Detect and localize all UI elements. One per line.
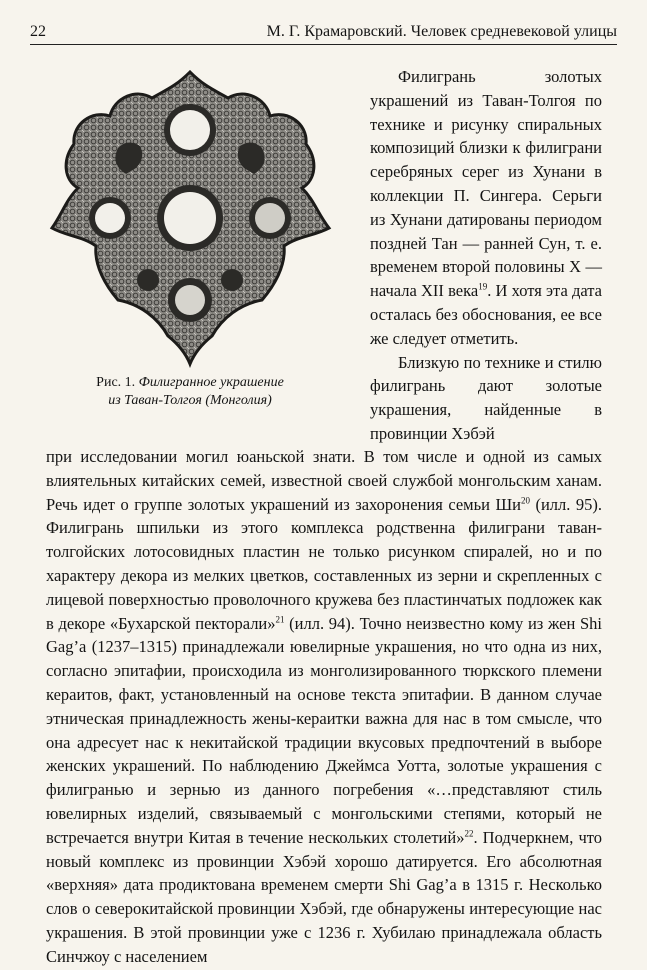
figure-caption [40,374,340,410]
paragraph-text: Филигрань золотых украшений из Таван-Толгоя по технике и рисунку спиральных композиций близки к филиграни серебряных серег из Хунани в коллекции П. Сингера. Серьги из Хунани датированы периодом поздней Тан — ранней Сун, т. е. временем второй половины X — начала XII века [370,67,602,301]
paragraph [46,445,602,969]
footnote-ref: 21 [275,614,285,625]
running-title: М. Г. Крамаровский. Человек средневековой улицы [266,23,617,40]
paragraph-text: при исследовании могил юаньской знати. В том числе и одной из самых влиятельных китайских семей, известной своей службой монгольским ханам. Речь идет о группе золотых украшений из захоронения семьи Ши [46,447,602,514]
filigree-ornament-image [48,68,333,368]
figure-label: Рис. 1. [96,375,136,390]
footnote-ref: 22 [464,828,474,839]
paragraph [370,65,602,351]
paragraph-text: . Подчеркнем, что новый комплекс из провинции Хэбэй хорошо датируется. Его абсолютная «верхняя» дата продиктована временем смерти Shi Gag’a в 1315 г. Несколько слов о северокитайской провинции Хэбэй, где обнаружены интересующие нас украшения. В этой провинции уже с 1236 г. Хубилаю принадлежала область Синчжоу с населением [46,827,602,966]
paragraph-text: . И хотя эта дата осталась без обоснования, ее все же следует отметить. [370,281,602,348]
figure-title-line2: из Таван-Толгоя (Монголия) [108,393,272,408]
paragraph [370,351,602,446]
footnote-ref: 20 [520,495,530,506]
paragraph-text: (илл. 95). Филигрань шпильки из этого комплекса родственна филиграни таван-толгойских лотосовидных пластин не только рисунком спиралей, но и по характеру декора из мелких цветков, составленных из зерни и скрепленных с лицевой поверхностью проволочного кружева без пластинчатых подложек как в декоре «Бухарской пекторали» [46,494,602,633]
paragraph-text: (илл. 94). Точно неизвестно кому из жен Shi Gag’a (1237–1315) принадлежали ювелирные украшения, но что одна из них, согласно эпитафии, происходила из монголизированного тюркского племени кераитов, факт, установленный на основе текста эпитафии. В данном случае этническая принадлежность жены-кераитки важна для нас в том смысле, что она адресует нас к некитайской традиции вкусовых предпочтений в выборе женских украшений. По наблюдению Джеймса Уотта, золотые украшения с филигранью и зернью из данного погребения «…представляют стиль ювелирных изделий, связываемый с монгольскими степями, который не встречается внутри Китая в течение нескольких столетий» [46,613,603,847]
full-width-text [46,445,602,969]
footnote-ref: 19 [478,281,488,292]
right-column-text [370,65,602,446]
paragraph-text: Близкую по технике и стилю филигрань дают золотые украшения, найденные в провинции Хэбэй [370,352,602,443]
page-number: 22 [30,23,46,40]
figure-title-line1: Филигранное украшение [138,375,284,390]
running-header [30,20,617,45]
